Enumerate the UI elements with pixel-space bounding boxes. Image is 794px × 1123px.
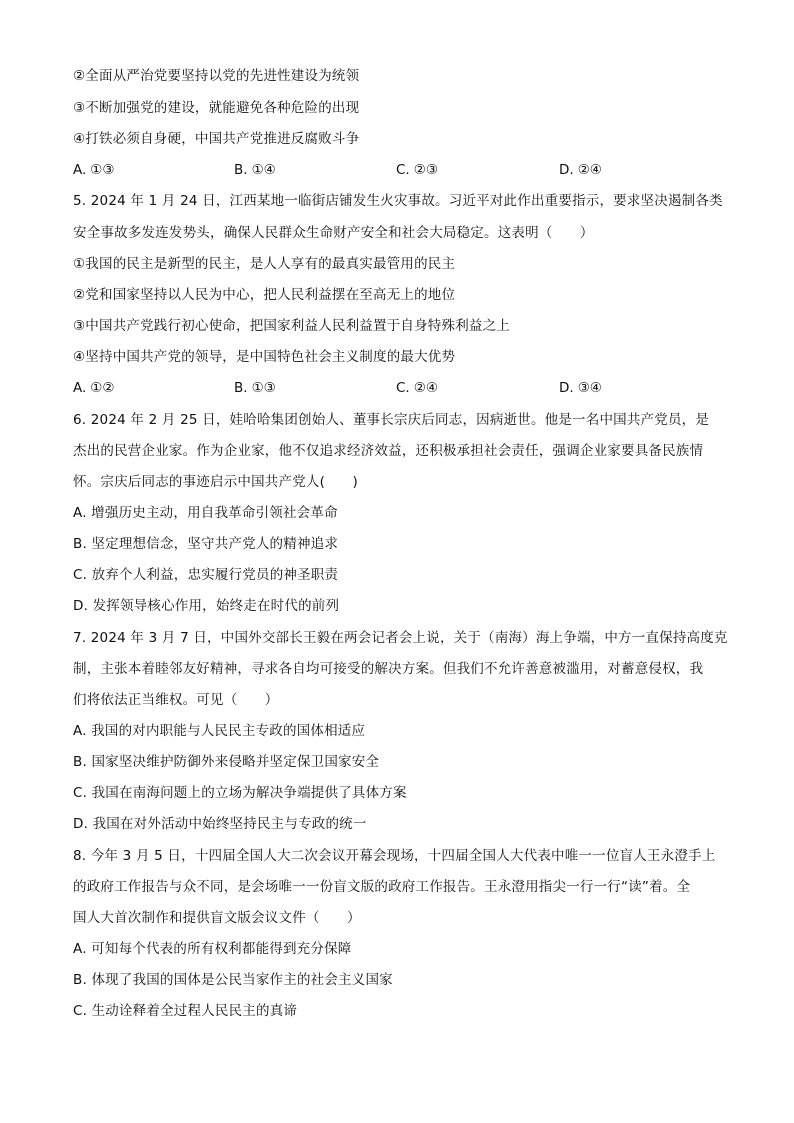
q6-choice-d[interactable]: D. 发挥领导核心作用，始终走在时代的前列 — [73, 598, 340, 614]
q6-stem-line-2: 杰出的民营企业家。作为企业家，他不仅追求经济效益，还积极承担社会责任，强调企业家要具备民族情 — [73, 443, 704, 459]
q4-statement-2: ②全面从严治党要坚持以党的先进性建设为统领 — [73, 68, 360, 84]
q8-choice-c[interactable]: C. 生动诠释着全过程人民民主的真谛 — [73, 1003, 298, 1019]
q8-stem-line-2: 的政府工作报告与众不同，是会场唯一一份盲文版的政府工作报告。王永澄用指尖一行一行“读”着。全 — [73, 879, 691, 895]
q8-choice-a[interactable]: A. 可知每个代表的所有权利都能得到充分保障 — [73, 941, 352, 957]
q5-option-c[interactable]: C. ②④ — [396, 380, 438, 396]
q5-statement-4: ④坚持中国共产党的领导，是中国特色社会主义制度的最大优势 — [73, 349, 456, 365]
q6-stem-line-1: 6. 2024 年 2 月 25 日，娃哈哈集团创始人、董事长宗庆后同志，因病逝世。他是一名中国共产党员，是 — [73, 412, 710, 428]
q7-choice-c[interactable]: C. 我国在南海问题上的立场为解决争端提供了具体方案 — [73, 785, 407, 801]
q7-stem-line-1: 7. 2024 年 3 月 7 日，中国外交部长王毅在两会记者会上说，关于（南海）海上争端，中方一直保持高度克 — [73, 630, 728, 646]
q7-choice-a[interactable]: A. 我国的对内职能与人民民主专政的国体相适应 — [73, 723, 366, 739]
q4-option-d[interactable]: D. ②④ — [559, 162, 602, 178]
q8-choice-b[interactable]: B. 体现了我国的国体是公民当家作主的社会主义国家 — [73, 972, 393, 988]
q5-option-d[interactable]: D. ③④ — [559, 380, 602, 396]
q5-statement-1: ①我国的民主是新型的民主，是人人享有的最真实最管用的民主 — [73, 256, 456, 272]
q7-choice-d[interactable]: D. 我国在对外活动中始终坚持民主与专政的统一 — [73, 816, 367, 832]
q5-option-a[interactable]: A. ①② — [73, 380, 115, 396]
q4-option-c[interactable]: C. ②③ — [396, 162, 438, 178]
q8-stem-line-1: 8. 今年 3 月 5 日，十四届全国人大二次会议开幕会现场，十四届全国人大代表中唯一一位盲人王永澄手上 — [73, 848, 716, 864]
q6-choice-a[interactable]: A. 增强历史主动，用自我革命引领社会革命 — [73, 505, 338, 521]
q5-statement-2: ②党和国家坚持以人民为中心，把人民利益摆在至高无上的地位 — [73, 287, 456, 303]
q4-option-a[interactable]: A. ①③ — [73, 162, 115, 178]
q5-stem-line-1: 5. 2024 年 1 月 24 日，江西某地一临街店铺发生火灾事故。习近平对此作出重要指示，要求坚决遏制各类 — [73, 193, 723, 209]
q8-stem-line-3: 国人大首次制作和提供盲文版会议文件（ ） — [73, 910, 361, 926]
q6-choice-c[interactable]: C. 放弃个人利益，忠实履行党员的神圣职责 — [73, 567, 339, 583]
q6-choice-b[interactable]: B. 坚定理想信念，坚守共产党人的精神追求 — [73, 536, 339, 552]
q5-option-b[interactable]: B. ①③ — [234, 380, 276, 396]
q4-option-b[interactable]: B. ①④ — [234, 162, 276, 178]
q4-statement-3: ③不断加强党的建设，就能避免各种危险的出现 — [73, 100, 360, 116]
q5-statement-3: ③中国共产党践行初心使命，把国家利益人民利益置于自身特殊利益之上 — [73, 318, 511, 334]
q7-stem-line-2: 制，主张本着睦邻友好精神，寻求各自均可接受的解决方案。但我们不允许善意被滥用，对蓄意侵权，我 — [73, 661, 704, 677]
q5-stem-line-2: 安全事故多发连发势头，确保人民群众生命财产安全和社会大局稳定。这表明（ ） — [73, 225, 594, 241]
q7-choice-b[interactable]: B. 国家坚决维护防御外来侵略并坚定保卫国家安全 — [73, 754, 380, 770]
q6-stem-line-3: 怀。宗庆后同志的事迹启示中国共产党人( ) — [73, 474, 358, 490]
q7-stem-line-3: 们将依法正当维权。可见（ ） — [73, 692, 279, 708]
q4-statement-4: ④打铁必须自身硬，中国共产党推进反腐败斗争 — [73, 131, 360, 147]
